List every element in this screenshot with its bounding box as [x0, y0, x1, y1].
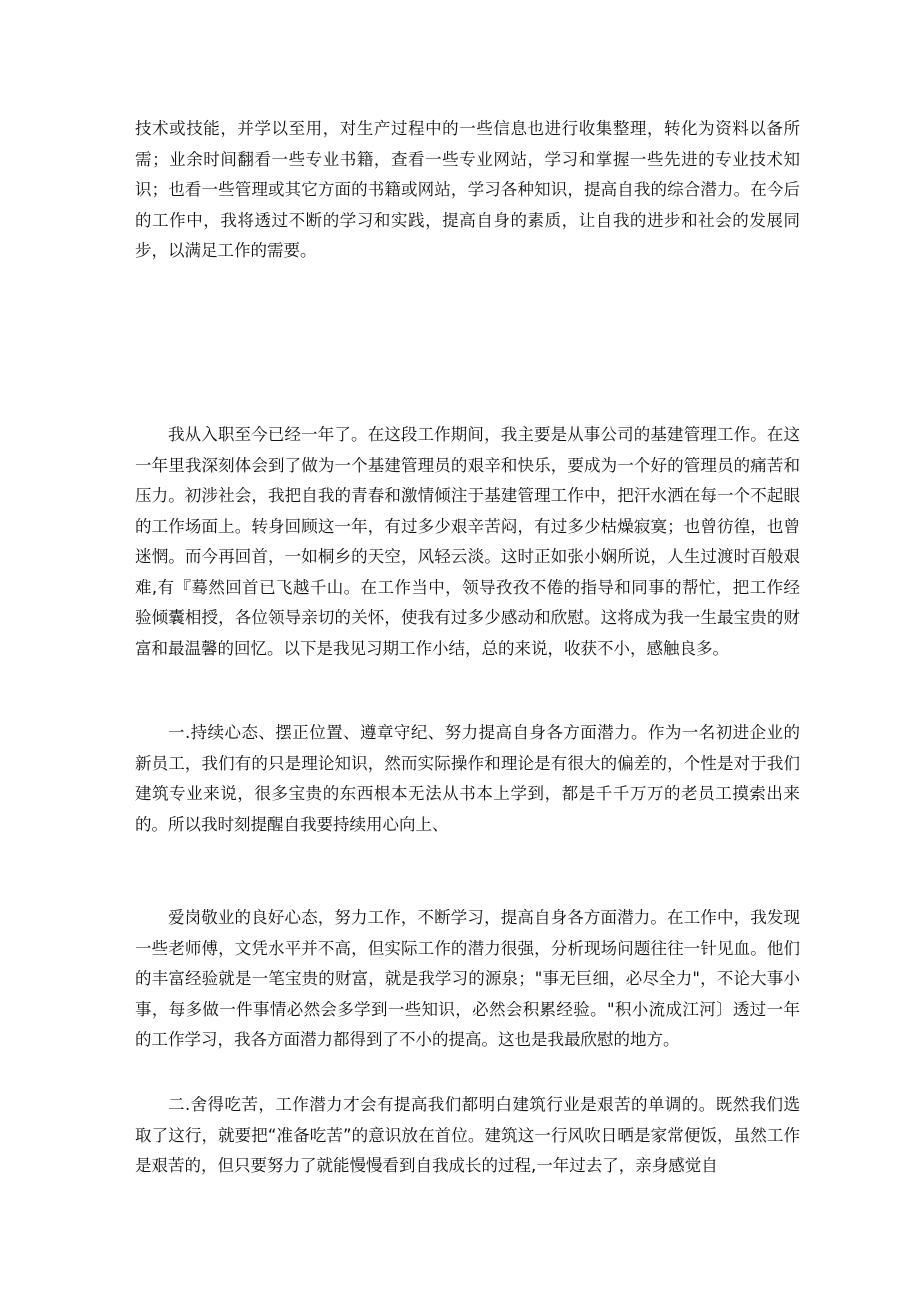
paragraph-section-one-continued: 爱岗敬业的良好心态，努力工作，不断学习，提高自身各方面潜力。在工作中，我发现一些老师傅，文凭水平并不高，但实际工作的潜力很强，分析现场问题往往一针见血。他们的丰富经验就是一笔宝贵的财富，就是我学习的源泉；"事无巨细，必尽全力"，不论大事小事，每多做一件事情必然会多学到一些知识，必然会积累经验。"积小流成江河〕透过一年的工作学习，我各方面潜力都得到了不小的提高。这也是我最欣慰的地方。 [135, 908, 800, 1049]
paragraph-continuation: 技术或技能，并学以至用，对生产过程中的一些信息也进行收集整理，转化为资料以备所需；业余时间翻看一些专业书籍，查看一些专业网站，学习和掌握一些先进的专业技术知识；也看一些管理或其它方面的书籍或网站，学习各种知识，提高自我的综合潜力。在今后的工作中，我将透过不断的学习和实践，提高自身的素质，让自我的进步和社会的发展同步，以满足工作的需要。 [135, 119, 800, 260]
paragraph-introduction: 我从入职至今已经一年了。在这段工作期间，我主要是从事公司的基建管理工作。在这一年里我深刻体会到了做为一个基建管理员的艰辛和快乐，要成为一个好的管理员的痛苦和压力。初涉社会，我把自我的青春和激情倾注于基建管理工作中，把汗水洒在每一个不起眼的工作场面上。转身回顾这一年，有过多少艰辛苦闷，有过多少枯燥寂寞；也曾彷徨，也曾迷惘。而今再回首，一如桐乡的天空，风轻云淡。这时正如张小娴所说，人生过渡时百般艰难,有『蓦然回首已飞越千山。在工作当中，领导孜孜不倦的指导和同事的帮忙，把工作经验倾囊相授，各位领导亲切的关怀，使我有过多少感动和欣慰。这将成为我一生最宝贵的财富和最温馨的回忆。以下是我见习期工作小结，总的来说，收获不小，感触良多。 [135, 425, 800, 658]
paragraph-section-one: 一.持续心态、摆正位置、遵章守纪、努力提高自身各方面潜力。作为一名初进企业的新员工，我们有的只是理论知识，然而实际操作和理论是有很大的偏差的，个性是对于我们建筑专业来说，很多宝贵的东西根本无法从书本上学到，都是千千万万的老员工摸索出来的。所以我时刻提醒自我要持续用心向上、 [135, 723, 800, 834]
paragraph-section-two: 二.舍得吃苦，工作潜力才会有提高我们都明白建筑行业是艰苦的单调的。既然我们选取了这行，就要把“准备吃苦”的意识放在首位。建筑这一行风吹日晒是家常便饭，虽然工作是艰苦的，但只要努力了就能慢慢看到自我成长的过程,一年过去了，亲身感觉自 [135, 1095, 800, 1175]
